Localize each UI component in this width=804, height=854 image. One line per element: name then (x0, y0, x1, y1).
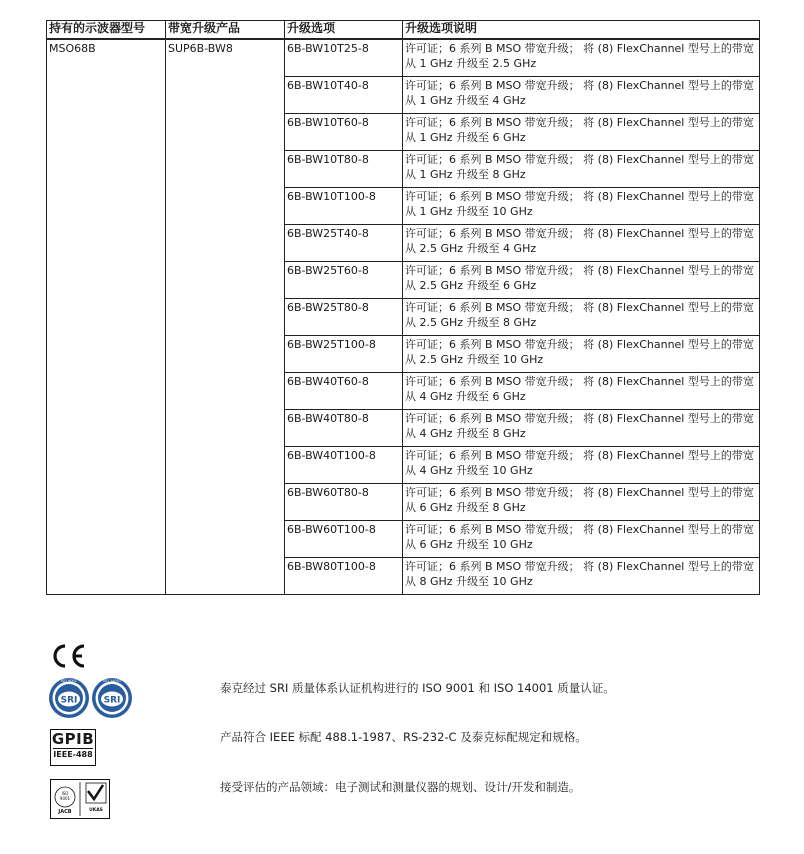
cell-option: 6B-BW25T40-8 (285, 225, 403, 262)
cell-description: 许可证；6 系列 B MSO 带宽升级； 将 (8) FlexChannel 型号上的带宽从 6 GHz 升级至 10 GHz (403, 521, 760, 558)
cell-option: 6B-BW40T60-8 (285, 373, 403, 410)
cell-product: SUP6B-BW8 (166, 39, 285, 595)
cell-description: 许可证；6 系列 B MSO 带宽升级； 将 (8) FlexChannel 型号上的带宽从 4 GHz 升级至 8 GHz (403, 410, 760, 447)
sri-certification-logos (48, 675, 134, 721)
gpib-logo-icon (50, 729, 96, 766)
cell-description: 许可证；6 系列 B MSO 带宽升级； 将 (8) FlexChannel 型号上的带宽从 4 GHz 升级至 10 GHz (403, 447, 760, 484)
sri-certification-text: 泰克经过 SRI 质量体系认证机构进行的 ISO 9001 和 ISO 14001 质量认证。 (220, 681, 615, 695)
cell-description: 许可证；6 系列 B MSO 带宽升级； 将 (8) FlexChannel 型号上的带宽从 8 GHz 升级至 10 GHz (403, 558, 760, 595)
header-product: 带宽升级产品 (166, 21, 285, 40)
cell-description: 许可证；6 系列 B MSO 带宽升级； 将 (8) FlexChannel 型号上的带宽从 4 GHz 升级至 6 GHz (403, 373, 760, 410)
jacb-assessment-text: 接受评估的产品领域：电子测试和测量仪器的规划、设计/开发和制造。 (220, 780, 581, 794)
header-model: 持有的示波器型号 (47, 21, 166, 40)
cell-description: 许可证；6 系列 B MSO 带宽升级； 将 (8) FlexChannel 型号上的带宽从 1 GHz 升级至 10 GHz (403, 188, 760, 225)
sri-iso9001-icon (49, 678, 89, 718)
cell-option: 6B-BW10T60-8 (285, 114, 403, 151)
jacb-ukas-logo-icon (50, 779, 110, 819)
cell-option: 6B-BW10T40-8 (285, 77, 403, 114)
header-option: 升级选项 (285, 21, 403, 40)
gpib-sublabel: IEEE-488 (53, 750, 93, 759)
cell-model: MSO68B (47, 39, 166, 595)
table-row (47, 39, 760, 77)
table-body (47, 39, 760, 595)
cell-description: 许可证；6 系列 B MSO 带宽升级； 将 (8) FlexChannel 型号上的带宽从 1 GHz 升级至 8 GHz (403, 151, 760, 188)
cell-option: 6B-BW25T100-8 (285, 336, 403, 373)
svg-text:JACB: JACB (58, 809, 72, 815)
cell-option: 6B-BW10T25-8 (285, 39, 403, 77)
cell-option: 6B-BW60T80-8 (285, 484, 403, 521)
cell-description: 许可证；6 系列 B MSO 带宽升级； 将 (8) FlexChannel 型号上的带宽从 1 GHz 升级至 6 GHz (403, 114, 760, 151)
cell-option: 6B-BW25T60-8 (285, 262, 403, 299)
cell-option: 6B-BW10T80-8 (285, 151, 403, 188)
cell-description: 许可证；6 系列 B MSO 带宽升级； 将 (8) FlexChannel 型号上的带宽从 6 GHz 升级至 8 GHz (403, 484, 760, 521)
svg-text:ISO 9001: ISO 9001 (60, 679, 78, 683)
cell-option: 6B-BW25T80-8 (285, 299, 403, 336)
svg-text:UKAS: UKAS (89, 808, 103, 813)
cell-option: 6B-BW40T80-8 (285, 410, 403, 447)
svg-text:9001: 9001 (59, 796, 71, 801)
cell-description: 许可证；6 系列 B MSO 带宽升级； 将 (8) FlexChannel 型号上的带宽从 1 GHz 升级至 2.5 GHz (403, 39, 760, 77)
cell-description: 许可证；6 系列 B MSO 带宽升级； 将 (8) FlexChannel 型号上的带宽从 2.5 GHz 升级至 6 GHz (403, 262, 760, 299)
cell-description: 许可证；6 系列 B MSO 带宽升级； 将 (8) FlexChannel 型号上的带宽从 1 GHz 升级至 4 GHz (403, 77, 760, 114)
cell-option: 6B-BW80T100-8 (285, 558, 403, 595)
cell-option: 6B-BW10T100-8 (285, 188, 403, 225)
header-description: 升级选项说明 (403, 21, 760, 40)
gpib-label: GPIB (51, 730, 95, 748)
cell-option: 6B-BW40T100-8 (285, 447, 403, 484)
sri-iso14001-icon (92, 678, 132, 718)
gpib-compliance-text: 产品符合 IEEE 标配 488.1-1987、RS-232-C 及泰克标配规定和规格。 (220, 730, 587, 744)
upgrade-table (46, 20, 760, 595)
svg-text:SRI: SRI (103, 695, 121, 706)
cell-description: 许可证；6 系列 B MSO 带宽升级； 将 (8) FlexChannel 型号上的带宽从 2.5 GHz 升级至 10 GHz (403, 336, 760, 373)
svg-text:SRI: SRI (60, 695, 78, 706)
svg-text:ISO 14001: ISO 14001 (102, 679, 122, 683)
svg-text:ISO: ISO (61, 791, 69, 796)
cell-description: 许可证；6 系列 B MSO 带宽升级； 将 (8) FlexChannel 型号上的带宽从 2.5 GHz 升级至 8 GHz (403, 299, 760, 336)
cell-description: 许可证；6 系列 B MSO 带宽升级； 将 (8) FlexChannel 型号上的带宽从 2.5 GHz 升级至 4 GHz (403, 225, 760, 262)
ce-mark-icon (48, 641, 88, 671)
cell-option: 6B-BW60T100-8 (285, 521, 403, 558)
table-header-row (47, 21, 760, 40)
